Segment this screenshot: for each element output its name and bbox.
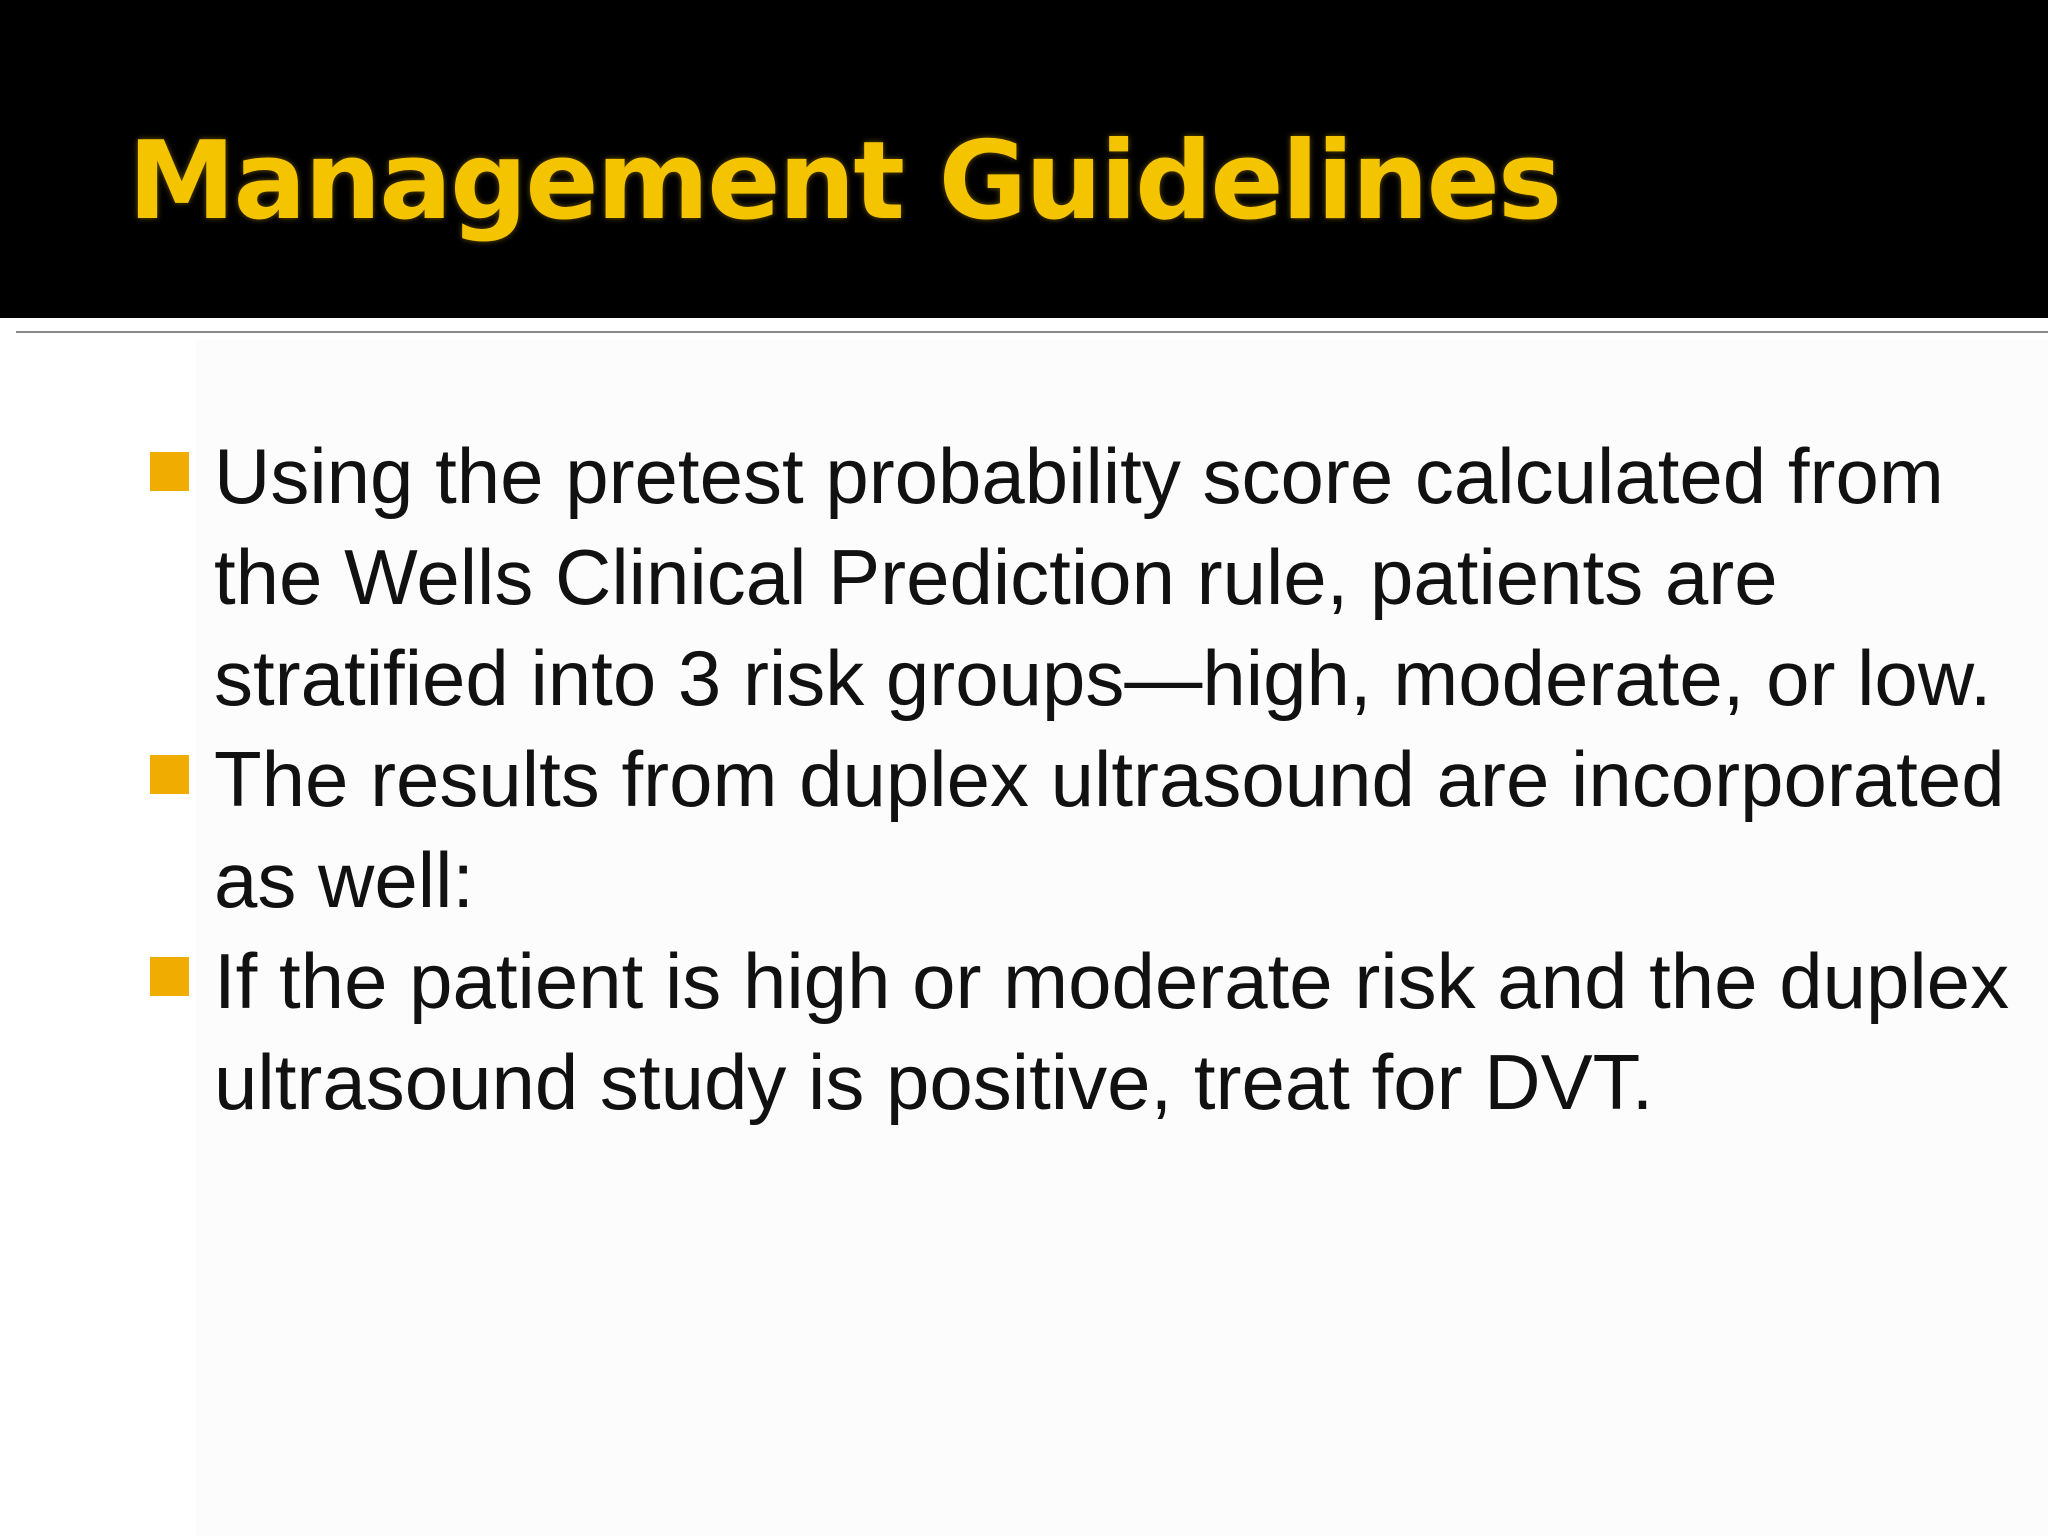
bullet-text: The results from duplex ultrasound are incorporated as well: <box>214 735 2005 924</box>
slide-title: Management Guidelines <box>128 119 1561 244</box>
bullet-item-treat-dvt <box>150 931 2010 1133</box>
square-bullet-icon <box>150 957 189 996</box>
square-bullet-icon <box>150 755 189 794</box>
bullet-item-duplex-ultrasound <box>150 729 2010 931</box>
bullet-item-pretest-probability <box>150 426 2010 729</box>
bullet-text: If the patient is high or moderate risk and the duplex ultrasound study is positive, treat for DVT. <box>214 937 2010 1126</box>
title-bar <box>0 0 2048 318</box>
bullet-list <box>150 426 2010 1133</box>
title-divider <box>16 331 2048 333</box>
bullet-text: Using the pretest probability score calculated from the Wells Clinical Prediction rule, patients are stratified into 3 risk groups—high, moderate, or low. <box>214 432 1992 722</box>
square-bullet-icon <box>150 452 189 491</box>
